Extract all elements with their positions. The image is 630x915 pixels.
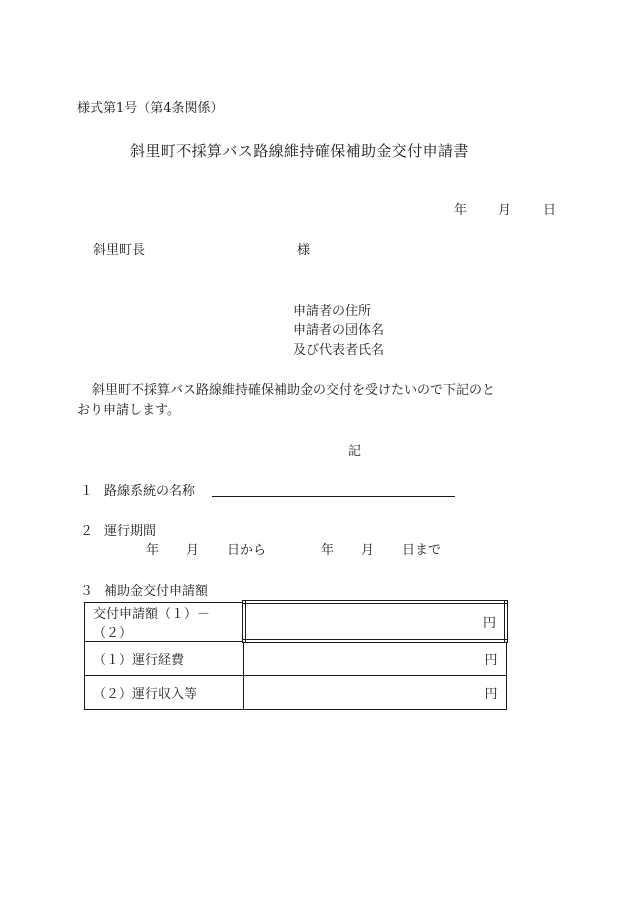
body-text-line-1: 斜里町不採算バス路線維持確保補助金の交付を受けたいので下記のと: [92, 383, 496, 398]
table-row-label: （２）運行収入等: [85, 675, 244, 709]
period-from-month: 月: [186, 543, 200, 558]
item-3-number: ３: [80, 584, 94, 599]
period-to-year: 年: [321, 543, 335, 558]
addressee-name: 斜里町長: [93, 243, 146, 258]
item-2-number: ２: [80, 524, 94, 539]
period-to-month: 月: [361, 543, 375, 558]
item-2-label: 運行期間: [104, 524, 157, 539]
body-text-line-2: おり申請します。: [77, 403, 180, 418]
item-1-number: １: [80, 484, 94, 499]
applicant-address-label: 申請者の住所: [293, 304, 372, 319]
period-from-day: 日から: [227, 543, 267, 558]
yen-unit: 円: [482, 616, 496, 631]
table-row: [85, 602, 507, 641]
amounts-table: [84, 600, 508, 710]
period-from-year: 年: [146, 543, 160, 558]
table-row: [85, 641, 507, 675]
table-row-label: （１）運行経費: [85, 641, 244, 675]
item-3-label: 補助金交付申請額: [104, 584, 209, 599]
yen-unit: 円: [484, 686, 498, 702]
ki-heading: 記: [348, 444, 362, 459]
period-to-day: 日まで: [402, 543, 442, 558]
form-number: 様式第1号（第4条関係）: [77, 101, 224, 116]
applicant-group-label: 申請者の団体名: [293, 323, 385, 338]
item-1-label: 路線系統の名称: [104, 484, 196, 499]
date-month-label: 月: [498, 203, 512, 218]
operating-cost-field[interactable]: [244, 641, 507, 675]
operating-revenue-field[interactable]: [244, 675, 507, 709]
document-title: 斜里町不採算バス路線維持確保補助金交付申請書: [130, 142, 469, 160]
table-row-label: 交付申請額（１）－（２）: [85, 602, 244, 641]
date-day-label: 日: [543, 203, 557, 218]
route-name-blank-line: [212, 496, 455, 497]
date-year-label: 年: [454, 203, 468, 218]
applicant-representative-label: 及び代表者氏名: [293, 343, 385, 358]
table-row: [85, 675, 507, 709]
requested-amount-field[interactable]: [244, 602, 507, 641]
addressee-honorific: 様: [297, 243, 311, 258]
yen-unit: 円: [484, 653, 498, 669]
